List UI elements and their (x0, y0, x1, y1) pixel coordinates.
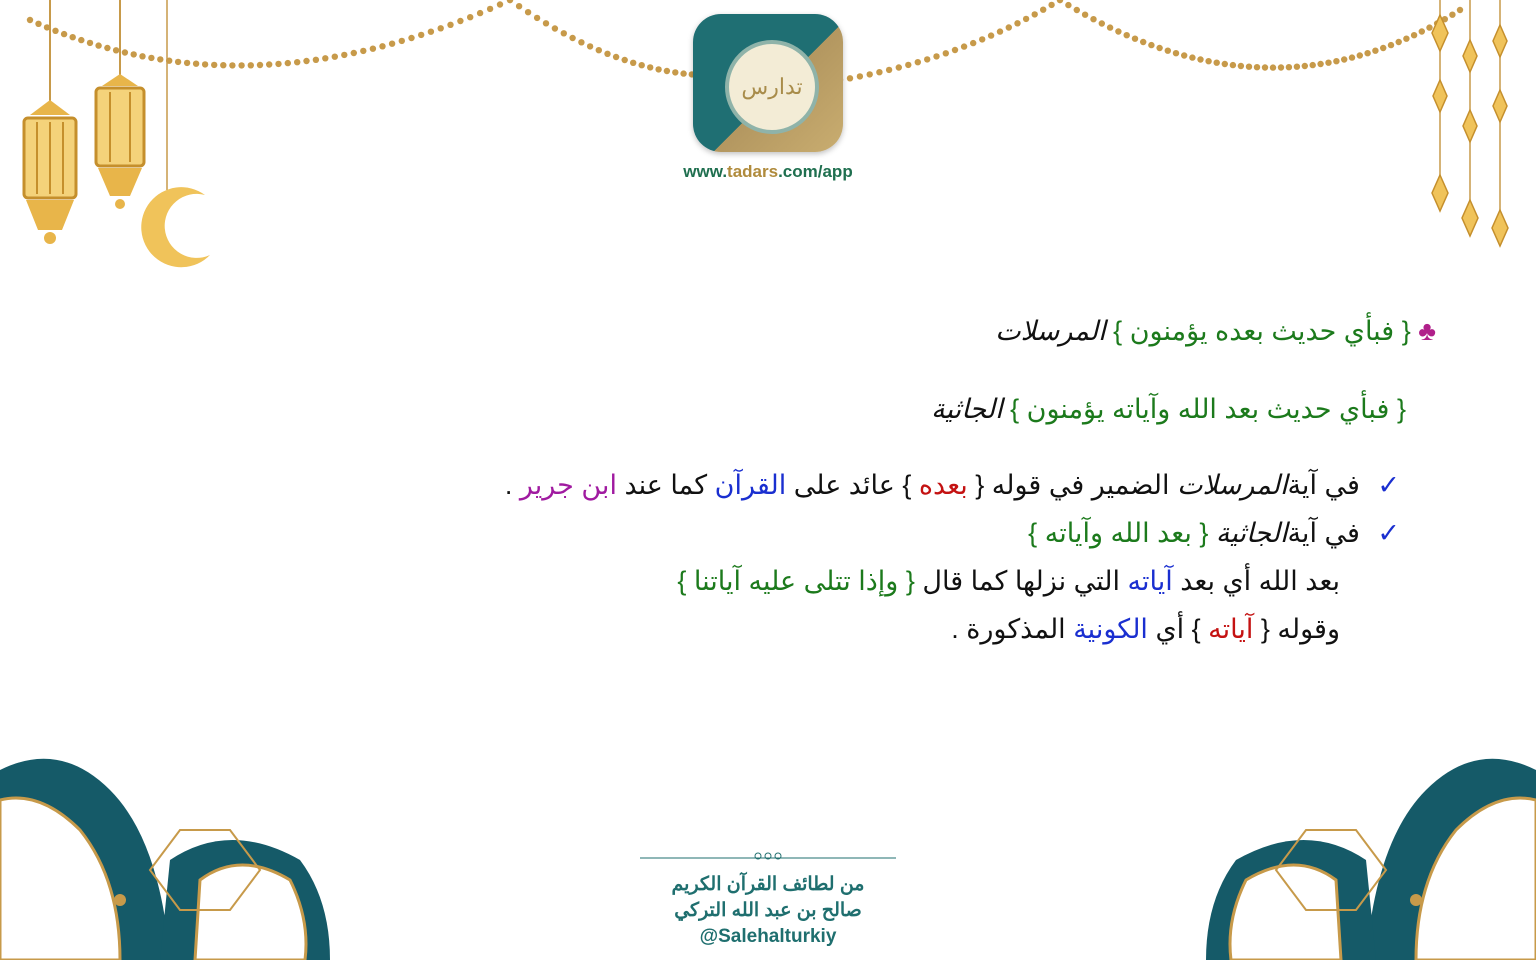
bead (569, 35, 575, 41)
bead (979, 36, 985, 42)
bead (1156, 45, 1162, 51)
bead (1107, 24, 1113, 30)
bead (1262, 64, 1268, 70)
bead (655, 66, 661, 72)
bead (1294, 63, 1300, 69)
bead (1426, 24, 1432, 30)
bead (275, 61, 281, 67)
surah-name: المرسلات (995, 316, 1106, 346)
bead (630, 60, 636, 66)
bead (961, 43, 967, 49)
bead (70, 34, 76, 40)
surah-name: الجاثية (931, 394, 1003, 424)
bead (1419, 28, 1425, 34)
bead (1165, 48, 1171, 54)
bead (1197, 56, 1203, 62)
logo-tile (693, 14, 843, 152)
bead (997, 28, 1003, 34)
bead (211, 62, 217, 68)
bead (507, 0, 513, 3)
bead (35, 21, 41, 27)
bead (1325, 60, 1331, 66)
bead (175, 59, 181, 65)
bead (1380, 45, 1386, 51)
bead (95, 42, 101, 48)
bead (876, 69, 882, 75)
bead (1411, 32, 1417, 38)
note-explanation: بعد الله أي بعد آياته التي نزلها كما قال { وإذا تتلى عليه آياتنا } (677, 566, 1340, 596)
bead (257, 62, 263, 68)
bead (285, 60, 291, 66)
bead (1317, 61, 1323, 67)
bead (578, 39, 584, 45)
bead (1333, 58, 1339, 64)
bead (1302, 63, 1308, 69)
bead (341, 52, 347, 58)
bead (1310, 62, 1316, 68)
bead (1124, 32, 1130, 38)
bead (1372, 48, 1378, 54)
bead (61, 31, 67, 37)
bead (516, 3, 522, 9)
bead (399, 38, 405, 44)
bead (1364, 50, 1370, 56)
bead (1173, 50, 1179, 56)
bead (1014, 20, 1020, 26)
bead (1388, 42, 1394, 48)
bead (157, 56, 163, 62)
bead (896, 64, 902, 70)
bead (467, 14, 473, 20)
bead (1341, 56, 1347, 62)
bead (220, 62, 226, 68)
bead (1349, 54, 1355, 60)
bead (1230, 62, 1236, 68)
bead (604, 51, 610, 57)
bead (360, 48, 366, 54)
note-jathiya: ✓ في آيةالجاثية { بعد الله وآياته } (1028, 518, 1400, 548)
bead (552, 25, 558, 31)
bead (933, 53, 939, 59)
bead (1286, 64, 1292, 70)
bead (857, 73, 863, 79)
bead (139, 53, 145, 59)
bead (1006, 24, 1012, 30)
bead (543, 20, 549, 26)
bead (104, 45, 110, 51)
hanging-diamonds (1432, 0, 1508, 246)
bead (1132, 36, 1138, 42)
bead (1238, 63, 1244, 69)
bead (1074, 7, 1080, 13)
footer-credits (610, 848, 926, 950)
verse-mursalat: ♣ { فبأي حديث بعده يؤمنون } المرسلات (995, 316, 1436, 346)
bead (1457, 7, 1463, 13)
bead (1246, 63, 1252, 69)
bead (1222, 61, 1228, 67)
bead (27, 17, 33, 23)
bead (664, 68, 670, 74)
bead (322, 55, 328, 61)
note-mursalat: ✓ في آيةالمرسلات الضمير في قوله { بعده } عائد على القرآن كما عند ابن جرير . (504, 470, 1400, 500)
bead (1357, 52, 1363, 58)
bead (1278, 64, 1284, 70)
bead (1048, 2, 1054, 8)
app-logo[interactable] (693, 14, 843, 152)
bead (1205, 58, 1211, 64)
bead (1032, 11, 1038, 17)
bead (266, 61, 272, 67)
bead (1254, 64, 1260, 70)
check-icon: ✓ (1377, 470, 1400, 500)
bead (525, 9, 531, 15)
bead (408, 35, 414, 41)
bead (477, 10, 483, 16)
bead (428, 29, 434, 35)
bead (1396, 39, 1402, 45)
footer-handle[interactable]: @Salehalturkiy (699, 926, 837, 947)
bead (351, 50, 357, 56)
bead (52, 28, 58, 34)
footer-line1: من لطائف القرآن الكريم (671, 874, 865, 895)
bead (78, 37, 84, 43)
bead (303, 58, 309, 64)
bead (1082, 12, 1088, 18)
bead (1023, 16, 1029, 22)
lantern-icon (24, 0, 76, 244)
bead (1270, 64, 1276, 70)
bead (988, 32, 994, 38)
bead (238, 62, 244, 68)
bead (622, 57, 628, 63)
bead (672, 69, 678, 75)
bead (379, 43, 385, 49)
bead (389, 41, 395, 47)
bead (924, 56, 930, 62)
verse-jathiya: { فبأي حديث بعد الله وآياته يؤمنون } الجاثية (931, 394, 1406, 424)
bead (148, 55, 154, 61)
bead (952, 47, 958, 53)
bead (1148, 42, 1154, 48)
bead (867, 71, 873, 77)
bead (1140, 39, 1146, 45)
flower-ornament (0, 759, 330, 960)
bead (497, 1, 503, 7)
bead (370, 46, 376, 52)
crescent-icon (141, 0, 210, 267)
bead (131, 51, 137, 57)
bead (534, 15, 540, 21)
bead (457, 18, 463, 24)
bead (905, 62, 911, 68)
club-bullet-icon: ♣ (1418, 316, 1436, 346)
bead (122, 49, 128, 55)
logo-badge: تدارس (725, 40, 819, 134)
bead (248, 62, 254, 68)
bead (294, 59, 300, 65)
bead (596, 47, 602, 53)
bead (1189, 54, 1195, 60)
bead (1099, 20, 1105, 26)
check-icon: ✓ (1377, 518, 1400, 548)
bead (418, 32, 424, 38)
bead (639, 62, 645, 68)
bead (1214, 60, 1220, 66)
bead (202, 61, 208, 67)
bead (1449, 12, 1455, 18)
flower-ornament (1206, 759, 1536, 960)
bead (193, 61, 199, 67)
lantern-icon (96, 0, 144, 209)
bead (1181, 52, 1187, 58)
bead (113, 47, 119, 53)
bead (487, 6, 493, 12)
bead (587, 43, 593, 49)
bead (886, 67, 892, 73)
bead (1115, 28, 1121, 34)
bead (447, 22, 453, 28)
bead (184, 60, 190, 66)
bead (613, 54, 619, 60)
bead (943, 50, 949, 56)
bead (647, 64, 653, 70)
bead (970, 40, 976, 46)
bead (438, 25, 444, 31)
bead (561, 30, 567, 36)
bead (1057, 0, 1063, 3)
note-cosmic-signs: وقوله { آياته } أي الكونية المذكورة . (951, 614, 1340, 644)
bead (229, 62, 235, 68)
site-url[interactable]: www.tadars.com/app (683, 162, 853, 181)
bead (1403, 36, 1409, 42)
bead (332, 54, 338, 60)
bead (1090, 16, 1096, 22)
bead (915, 59, 921, 65)
bead (1065, 2, 1071, 8)
footer-author: صالح بن عبد الله التركي (674, 900, 862, 921)
bead (87, 40, 93, 46)
bead (1040, 7, 1046, 13)
bead (680, 70, 686, 76)
bead (847, 75, 853, 81)
bead (313, 57, 319, 63)
